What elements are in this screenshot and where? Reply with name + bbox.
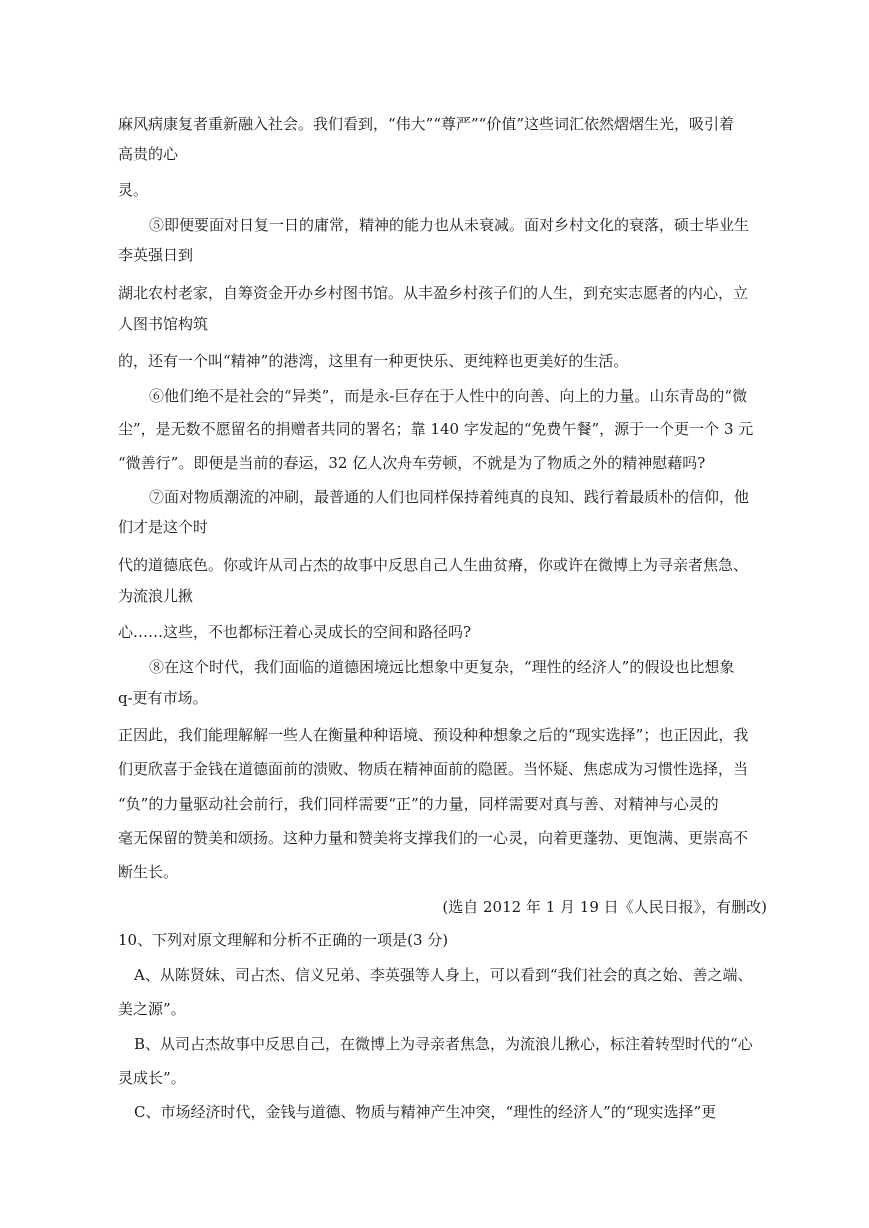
- text-line: 麻风病康复者重新融入社会。我们看到，“伟大”“尊严”“价值”这些词汇依然熠熠生光，吸引着: [118, 115, 735, 133]
- text-line: 的，还有一个叫“精神”的港湾，这里有一种更快乐、更纯粹也更美好的生活。: [118, 352, 629, 370]
- text-line: 尘”，是无数不愿留名的捐赠者共同的署名；靠 140 字发起的“免费午餐”，源于一个更一个 3 元: [118, 420, 754, 438]
- option-c: C、市场经济时代，金钱与道德、物质与精神产生冲突，“理性的经济人”的“现实选择”更: [134, 1103, 717, 1121]
- question-title: 10、下列对原文理解和分析不正确的一项是(3 分): [118, 931, 449, 949]
- option-b-continued: 灵成长”。: [118, 1069, 186, 1087]
- text-line: 人图书馆构筑: [118, 315, 209, 333]
- text-line: ⑧在这个时代，我们面临的道德困境远比想象中更复杂，“理性的经济人”的假设也比想象: [149, 658, 735, 676]
- text-line: 正因此，我们能理解解一些人在衡量种种语境、预设种种想象之后的“现实选择”；也正因此，我: [118, 726, 749, 744]
- text-line: ⑥他们绝不是社会的“异类”，而是永-巨存在于人性中的向善、向上的力量。山东青岛的“微: [149, 387, 748, 405]
- text-line: 为流浪儿揪: [118, 587, 194, 605]
- text-line: “负”的力量驱动社会前行，我们同样需要“正”的力量，同样需要对真与善、对精神与心灵的: [118, 795, 719, 813]
- text-line: 们才是这个时: [118, 518, 209, 536]
- option-b: B、从司占杰故事中反思自己，在微博上为寻亲者焦急，为流浪儿揪心，标注着转型时代的“心: [134, 1035, 753, 1053]
- text-line: 毫无保留的赞美和颂扬。这种力量和赞美将支撑我们的一心灵，向着更蓬勃、更饱满、更崇高不: [118, 829, 749, 847]
- text-line: q-更有市场。: [118, 689, 208, 707]
- option-a-continued: 美之源”。: [118, 1000, 186, 1018]
- text-line: 湖北农村老家，自筹资金开办乡村图书馆。从丰盈乡村孩子们的人生，到充实志愿者的内心，立: [118, 284, 749, 302]
- text-line: 灵。: [118, 181, 149, 199]
- text-line: 代的道德底色。你或许从司占杰的故事中反思自己人生曲贫瘠，你或许在微博上为寻亲者焦急、: [118, 556, 749, 574]
- text-line: 高贵的心: [118, 145, 179, 163]
- text-line: 李英强日到: [118, 246, 194, 264]
- text-line: 们更欣喜于金钱在道德面前的溃败、物质在精神面前的隐匿。当怀疑、焦虑成为习惯性选择，当: [118, 760, 749, 778]
- source-citation: (选自 2012 年 1 月 19 日《人民日报》，有删改): [442, 898, 767, 916]
- text-line: “微善行”。即便是当前的春运，32 亿人次舟车劳顿，不就是为了物质之外的精神慰藉吗?: [118, 454, 706, 472]
- text-line: ⑤即便要面对日复一日的庸常，精神的能力也从未衰减。面对乡村文化的衰落，硕士毕业生: [149, 216, 750, 234]
- text-line: ⑦面对物质潮流的冲刷，最普通的人们也同样保持着纯真的良知、践行着最质朴的信仰，他: [149, 488, 750, 506]
- text-line: 心……这些，不也都标汪着心灵成长的空间和路径吗?: [118, 623, 472, 641]
- option-a: A、从陈贤妹、司占杰、信义兄弟、李英强等人身上，可以看到“我们社会的真之始、善之端、: [134, 966, 753, 984]
- text-line: 断生长。: [118, 863, 179, 881]
